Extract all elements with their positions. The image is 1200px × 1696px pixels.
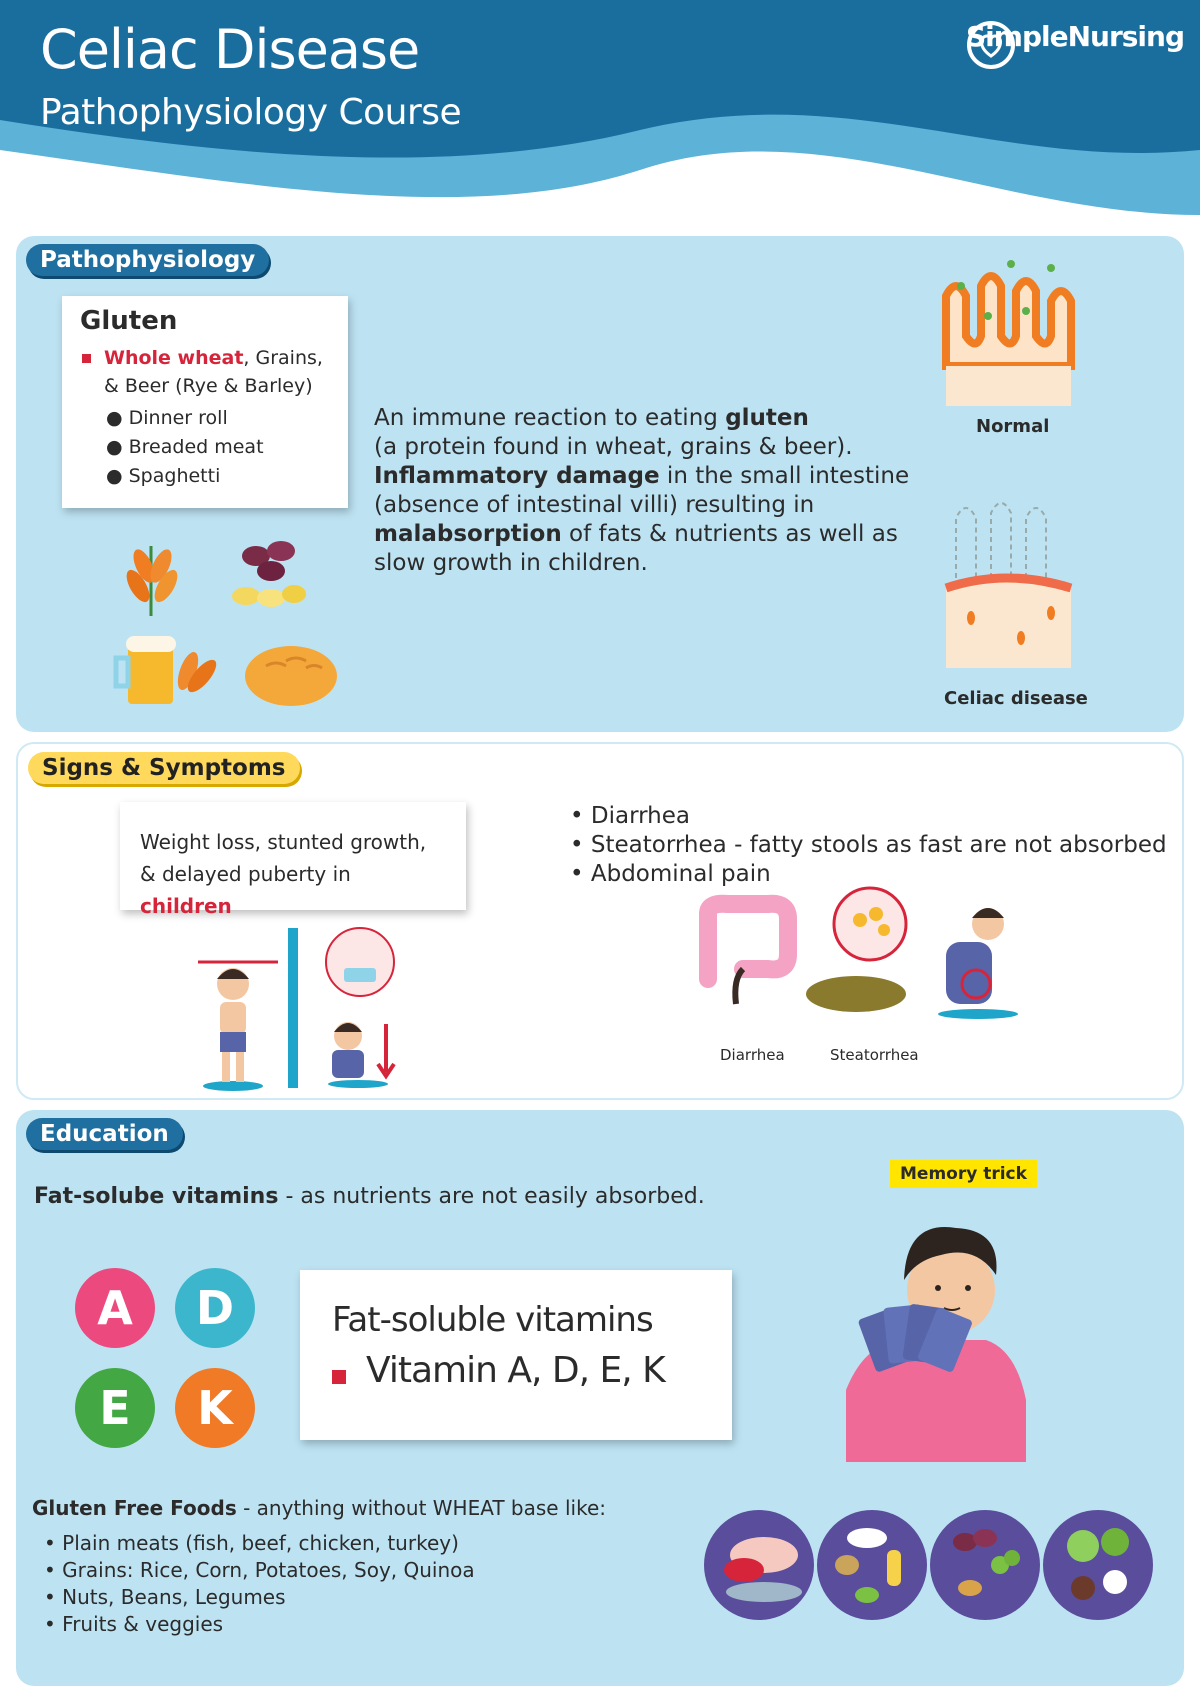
vitamin-d-badge: D [175, 1268, 255, 1348]
growth-card [120, 802, 466, 918]
fat-soluble-card-title: Fat-soluble vitamins [332, 1300, 653, 1340]
vitamin-k-badge: K [175, 1368, 255, 1448]
colon-icon [708, 904, 788, 1004]
brand-logo [966, 20, 1184, 53]
growth-card-line2: & delayed puberty in [140, 862, 351, 886]
section-pill-education: Education [26, 1118, 183, 1150]
fruits-veggies-icon [1043, 1510, 1153, 1620]
nuts-beans-icon [930, 1510, 1040, 1620]
vitamin-e-badge: E [75, 1368, 155, 1448]
beer-icon [116, 636, 221, 704]
gluten-foods-illustration [106, 526, 346, 716]
list-item: • Plain meats (fish, beef, chicken, turkey) [44, 1531, 459, 1555]
pathophysiology-section [16, 236, 1184, 732]
diarrhea-label: Diarrhea [720, 1046, 785, 1064]
steatorrhea-label: Steatorrhea [830, 1046, 919, 1064]
celiac-villi-illustration [926, 498, 1086, 678]
bread-icon [245, 646, 337, 706]
page-subtitle: Pathophysiology Course [40, 92, 462, 133]
list-item: • Nuts, Beans, Legumes [44, 1585, 286, 1609]
symptoms-illustration [688, 884, 1048, 1034]
education-section [16, 1110, 1184, 1686]
page-title: Celiac Disease [40, 18, 420, 81]
list-item: • Fruits & veggies [44, 1612, 224, 1636]
gluten-card [62, 296, 348, 508]
children-text: children [140, 894, 232, 918]
memory-trick-badge: Memory trick [890, 1160, 1037, 1188]
stethoscope-heart-icon [966, 20, 1016, 70]
growth-measurement-illustration [178, 924, 418, 1094]
list-item: • Steatorrhea - fatty stools as fast are not absorbed [570, 832, 1167, 858]
list-item: • Grains: Rice, Corn, Potatoes, Soy, Quinoa [44, 1558, 475, 1582]
fat-soluble-note: Fat-solube vitamins - as nutrients are not easily absorbed. [34, 1184, 705, 1209]
bullet-square-icon [332, 1370, 346, 1384]
gluten-title: Gluten [80, 306, 178, 336]
brand-name: SimpleNursing [966, 20, 1184, 53]
grains-beer-text: , Grains, & Beer (Rye & Barley) [104, 347, 323, 397]
header-banner [0, 0, 1200, 230]
child-sitting-icon [328, 1022, 388, 1088]
stool-icon [806, 888, 906, 1012]
list-item: ● Breaded meat [106, 436, 264, 458]
section-pill-signs: Signs & Symptoms [28, 752, 300, 784]
down-arrow-icon [378, 1024, 394, 1076]
whole-wheat-text: Whole wheat [104, 347, 244, 369]
memory-trick-illustration [846, 1200, 1056, 1462]
vitamin-a-badge: A [75, 1268, 155, 1348]
celiac-label: Celiac disease [944, 688, 1088, 709]
growth-card-line1: Weight loss, stunted growth, [140, 830, 427, 854]
gluten-examples-list [80, 404, 330, 491]
wheat-icon [122, 546, 182, 616]
fat-soluble-card-item: Vitamin A, D, E, K [332, 1350, 700, 1391]
pathophysiology-description: An immune reaction to eating gluten (a protein found in wheat, grains & beer). Inflammatory damage in the small intestine (absence of intestinal villi) resulting in malabsorption of fats & nutrients as well as slow growth in children. [374, 405, 910, 576]
list-item: ● Spaghetti [106, 465, 221, 487]
signs-symptoms-section [16, 742, 1184, 1100]
normal-label: Normal [976, 416, 1050, 437]
symptom-list [570, 802, 1167, 889]
abdominal-pain-icon [938, 908, 1018, 1019]
scale-icon [326, 928, 394, 996]
list-item: • Diarrhea [570, 803, 690, 829]
section-pill-pathophysiology: Pathophysiology [26, 244, 269, 276]
fat-soluble-card [300, 1270, 732, 1440]
gluten-free-foods-heading: Gluten Free Foods - anything without WHEAT base like: [32, 1496, 606, 1520]
bullet-square-icon [82, 354, 91, 363]
list-item: ● Dinner roll [106, 407, 228, 429]
normal-villi-illustration [926, 256, 1086, 426]
grains-icon [817, 1510, 927, 1620]
gluten-item [80, 344, 330, 400]
list-item: • Abdominal pain [570, 861, 771, 887]
meats-icon [704, 1510, 814, 1620]
gluten-free-list [44, 1530, 475, 1638]
beans-icon [232, 541, 306, 607]
child-icon [203, 968, 263, 1091]
